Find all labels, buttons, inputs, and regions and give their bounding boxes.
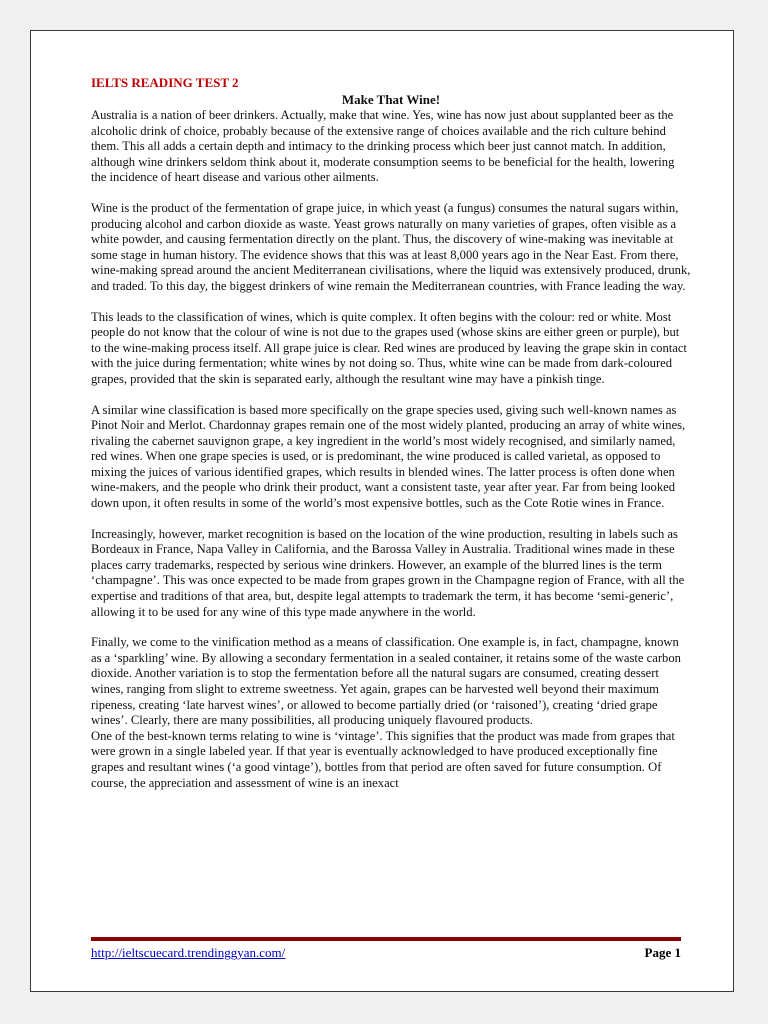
document-page (30, 30, 734, 992)
footer-website-link[interactable]: http://ieltscuecard.trendinggyan.com/ (91, 945, 286, 960)
test-title: IELTS READING TEST 2 (91, 75, 239, 90)
paragraph-colour: This leads to the classification of wines, which is quite complex. It often begins with the colour: red or white. Most people do not know that the colour of wine is not due to the grapes used (whose skins are either green or purple), but to the wine-making process itself. All grape juice is clear. Red wines are produced by leaving the grape skin in contact with the juice during fermentation; white wines by not doing so. Thus, white wine can be made from dark-coloured grapes, provided that the skin is separated early, although the resultant wine may have a pinkish tinge. (91, 309, 687, 386)
paragraph-intro: Australia is a nation of beer drinkers. Actually, make that wine. Yes, wine has now just about supplanted beer as the alcoholic drink of choice, probably because of the extensive range of choices available and the rich culture behind them. This all adds a certain depth and intimacy to the drinking process which beer just cannot match. In addition, although wine drinkers seldom think about it, moderate consumption seems to be beneficial for the health, lowering the incidence of heart disease and various other ailments. (91, 108, 675, 185)
paragraph-grape-species: A similar wine classification is based more specifically on the grape species used, giving such well-known names as Pinot Noir and Merlot. Chardonnay grapes remain one of the most widely planted, producing an array of white wines, rivaling the cabernet sauvignon grape, a key ingredient in the world’s most widely recognised, and similarly named, red wines. When one grape species is used, or is predominant, the wine produced is called varietal, as opposed to mixing the juices of various identified grapes, which results in blended wines. The latter process is often done when wine-makers, and the people who drink their product, want a consistent taste, year after year. Far from being looked down upon, it often results in some of the world’s most expensive bottles, such as the Cote Rotie wines in France. (91, 402, 686, 511)
article-title: Make That Wine! (341, 92, 441, 107)
paragraph-location: Increasingly, however, market recognition is based on the location of the wine production, resulting in labels such as Bordeaux in France, Napa Valley in California, and the Barossa Valley in Australia. Traditional wines made in these places carry trademarks, respected by serious wine drinkers. However, an example of the blurred lines is the term ‘champagne’. This was once expected to be made from grapes grown in the Champagne region of France, with all the expertise and traditions of that area, but, despite legal attempts to trademark the term, it has become ‘semi-generic’, allowing it to be used for any wine of this type made anywhere in the world. (91, 526, 685, 619)
paragraph-vintage: One of the best-known terms relating to wine is ‘vintage’. This signifies that the product was made from grapes that were grown in a single labeled year. If that year is eventually acknowledged to have produced exceptionally fine grapes and resultant wines (‘a good vintage’), bottles from that period are often saved for future consumption. Of course, the appreciation and assessment of wine is an inexact (91, 728, 675, 790)
paragraph-fermentation: Wine is the product of the fermentation of grape juice, in which yeast (a fungus) consumes the natural sugars within, producing alcohol and carbon dioxide as waste. Yeast grows naturally on many varieties of grapes, often visible as a white powder, and causing fermentation directly on the plant. Thus, the discovery of wine-making was inevitable at some stage in human history. The evidence shows that this was at least 8,000 years ago in the Near East. From there, wine-making spread around the ancient Mediterranean civilisations, where the liquid was extensively produced, drunk, and traded. To this day, the biggest drinkers of wine remain the Mediterranean countries, with France leading the way. (91, 200, 691, 293)
paragraph-vinification: Finally, we come to the vinification method as a means of classification. One example is, in fact, champagne, known as a ‘sparkling’ wine. By allowing a secondary fermentation in a sealed container, it retains some of the waste carbon dioxide. Another variation is to stop the fermentation before all the natural sugars are consumed, creating dessert wines, ranging from slight to extreme sweetness. Yet again, grapes can be harvested well beyond their maximum ripeness, creating ‘late harvest wines’, or allowed to become partially dried (or ‘raisoned’), creating ‘dried grape wines’. Clearly, there are many possibilities, all producing uniquely flavoured products. (91, 635, 681, 728)
page-content (91, 75, 691, 791)
footer-divider (91, 937, 681, 941)
page-footer (91, 945, 681, 961)
page-number: Page 1 (644, 945, 681, 960)
